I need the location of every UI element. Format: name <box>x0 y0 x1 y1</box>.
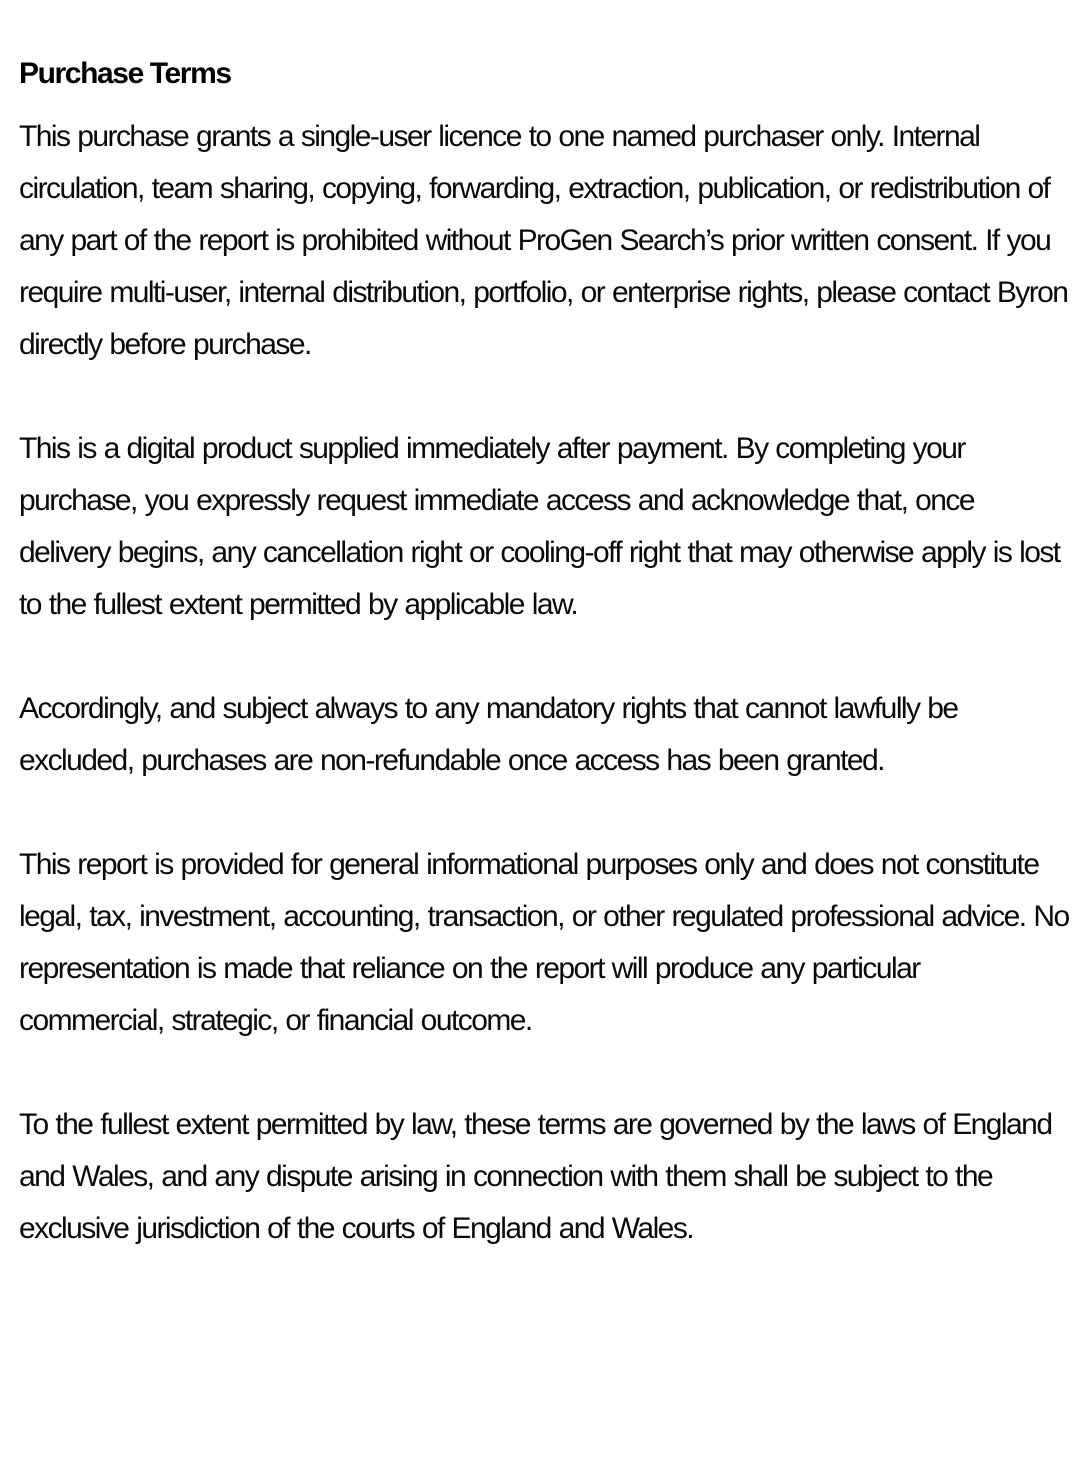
refund-paragraph: Accordingly, and subject always to any mandatory rights that cannot lawfully be excluded, purchases are non-refundable once access has been granted. <box>19 692 958 777</box>
licence-paragraph: This purchase grants a single-user licence to one named purchaser only. Internal circulation, team sharing, copying, forwarding, extraction, publication, or redistribution of any part of the report is prohibited without ProGen Search’s prior written consent. If you require multi-user, internal distribution, portfolio, or enterprise rights, please contact Byron directly before purchase. <box>19 120 1068 361</box>
governing-law-paragraph: To the fullest extent permitted by law, these terms are governed by the laws of England and Wales, and any dispute arising in connection with them shall be subject to the exclusive jurisdiction of the courts of England and Wales. <box>19 1108 1052 1245</box>
purchase-terms-section <box>19 54 1069 1255</box>
disclaimer-paragraph: This report is provided for general informational purposes only and does not constitute legal, tax, investment, accounting, transaction, or other regulated professional advice. No representation is made that reliance on the report will produce any particular commercial, strategic, or financial outcome. <box>19 848 1069 1037</box>
page-title: Purchase Terms <box>19 57 231 90</box>
digital-delivery-paragraph: This is a digital product supplied immediately after payment. By completing your purchase, you expressly request immediate access and acknowledge that, once delivery begins, any cancellation right or cooling-off right that may otherwise apply is lost to the fullest extent permitted by applicable law. <box>19 432 1060 621</box>
